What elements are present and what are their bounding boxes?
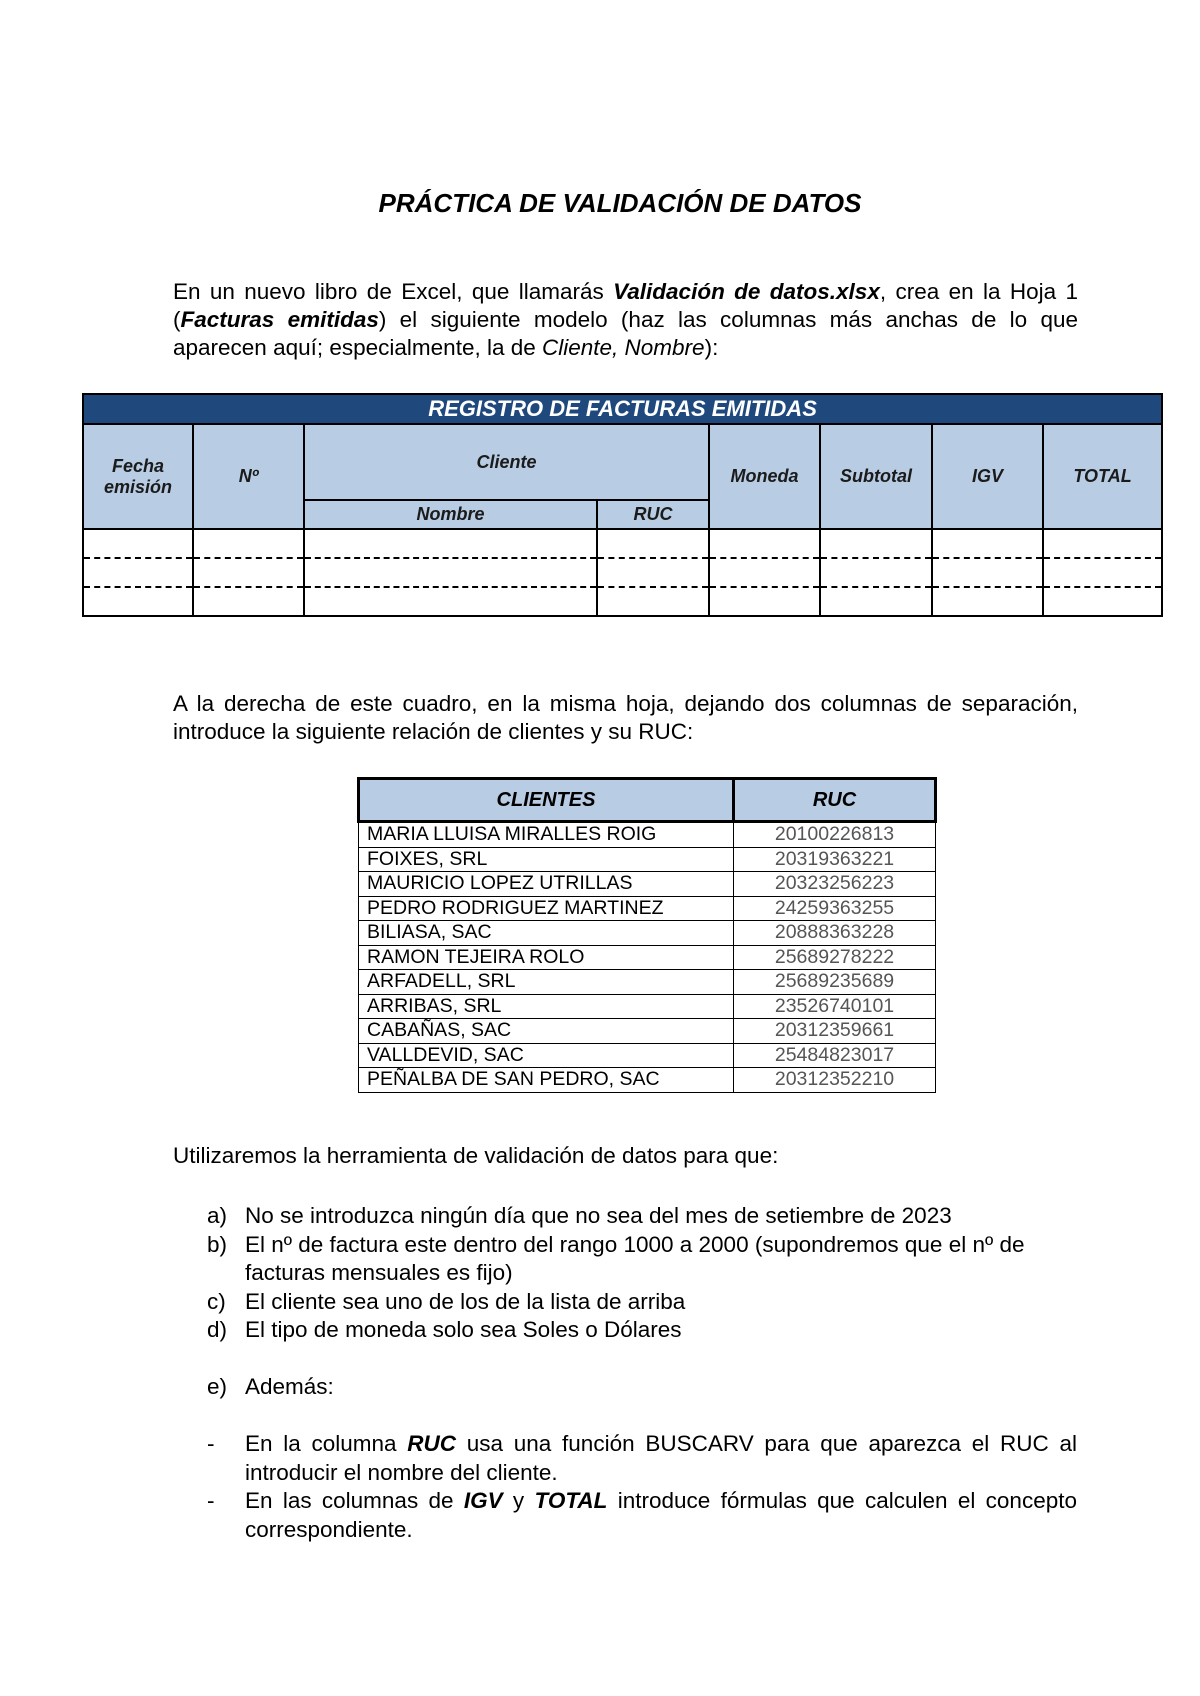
- client-ruc: 25689235689: [734, 970, 936, 995]
- intro-paragraph: [173, 278, 1078, 362]
- list-item-text: usa una función BUSCARV para que aparezca el RUC al introducir el nombre del cliente.: [245, 1431, 1077, 1485]
- table-row: [359, 896, 936, 921]
- client-ruc: 20888363228: [734, 921, 936, 946]
- list-marker: e): [207, 1374, 228, 1399]
- list-marker: a): [207, 1203, 228, 1228]
- client-name: PEDRO RODRIGUEZ MARTINEZ: [359, 896, 734, 921]
- list-marker: b): [207, 1231, 228, 1257]
- list-item-text: En las columnas de: [245, 1488, 464, 1513]
- client-name: ARRIBAS, SRL: [359, 994, 734, 1019]
- table-row: [359, 921, 936, 946]
- client-ruc: 20100226813: [734, 822, 936, 848]
- list-item-text: El tipo de moneda solo sea Soles o Dólares: [245, 1317, 682, 1342]
- client-name: RAMON TEJEIRA ROLO: [359, 945, 734, 970]
- client-name: BILIASA, SAC: [359, 921, 734, 946]
- list-item-text: En la columna: [245, 1431, 408, 1456]
- list-item-text: y: [502, 1488, 535, 1513]
- header-subtotal: Subtotal: [820, 424, 932, 529]
- client-ruc: 23526740101: [734, 994, 936, 1019]
- page-title: PRÁCTICA DE VALIDACIÓN DE DATOS: [378, 188, 862, 218]
- client-ruc: 20312352210: [734, 1068, 936, 1093]
- registro-empty-row: [83, 558, 1162, 587]
- intro-text-4: ):: [704, 335, 719, 360]
- intro-text-2: , crea en la Hoja 1 (: [173, 279, 1078, 332]
- header-total: TOTAL: [1043, 424, 1162, 529]
- table-row: [359, 1068, 936, 1093]
- client-ruc: 25484823017: [734, 1043, 936, 1068]
- list-marker: -: [207, 1431, 215, 1456]
- header-ruc: RUC: [597, 500, 709, 529]
- header-moneda: Moneda: [709, 424, 820, 529]
- list-item-text: El cliente sea uno de los de la lista de arriba: [245, 1288, 686, 1314]
- list-item-emphasis: TOTAL: [534, 1488, 608, 1513]
- list-marker: d): [207, 1317, 228, 1342]
- validation-list: [207, 1202, 1077, 1345]
- list-marker: c): [207, 1288, 226, 1314]
- client-name: FOIXES, SRL: [359, 847, 734, 872]
- table-row: [359, 872, 936, 897]
- intro-text-1: En un nuevo libro de Excel, que llamarás: [173, 279, 614, 304]
- header-fecha: Fecha emisión: [83, 424, 193, 529]
- intro-sheet-name: Facturas emitidas: [180, 307, 379, 332]
- table-row: [359, 970, 936, 995]
- registro-empty-row: [83, 587, 1162, 616]
- list-marker: -: [207, 1488, 215, 1513]
- list-item-emphasis: RUC: [407, 1431, 457, 1456]
- registro-empty-row: [83, 529, 1162, 558]
- intro-text-3: ) el siguiente modelo (haz las columnas más anchas de lo que aparecen aquí; especialmente, la de: [173, 307, 1078, 360]
- intro-filename: Validación de datos.xlsx: [613, 279, 880, 304]
- header-nombre: Nombre: [304, 500, 597, 529]
- table-row: [359, 1043, 936, 1068]
- client-name: MAURICIO LOPEZ UTRILLAS: [359, 872, 734, 897]
- client-name: VALLDEVID, SAC: [359, 1043, 734, 1068]
- client-ruc: 24259363255: [734, 896, 936, 921]
- list-item-text: Además:: [245, 1374, 334, 1399]
- client-name: ARFADELL, SRL: [359, 970, 734, 995]
- client-ruc: 20312359661: [734, 1019, 936, 1044]
- client-ruc: 20319363221: [734, 847, 936, 872]
- dash-list: [207, 1430, 1077, 1544]
- tools-intro-paragraph: Utilizaremos la herramienta de validación de datos para que:: [173, 1143, 779, 1168]
- client-ruc: 25689278222: [734, 945, 936, 970]
- table-row: [359, 847, 936, 872]
- table-row: [359, 994, 936, 1019]
- list-item: [207, 1288, 1077, 1317]
- registro-table: [82, 393, 1163, 617]
- list-item: [207, 1231, 1077, 1288]
- list-item-text: introduce fórmulas que calculen el concepto correspondiente.: [245, 1488, 1077, 1542]
- table-row: [359, 945, 936, 970]
- header-cliente: Cliente: [304, 424, 709, 500]
- intro-column-name: Cliente, Nombre: [542, 335, 705, 360]
- header-numero: Nº: [193, 424, 304, 529]
- list-item: [207, 1316, 1077, 1345]
- client-name: PEÑALBA DE SAN PEDRO, SAC: [359, 1068, 734, 1093]
- header-igv: IGV: [932, 424, 1043, 529]
- ruc-intro-paragraph: A la derecha de este cuadro, en la misma hoja, dejando dos columnas de separación, introduce la siguiente relación de clientes y su RUC:: [173, 691, 1078, 744]
- clientes-ruc-header: RUC: [734, 779, 936, 822]
- list-item-emphasis: IGV: [463, 1488, 503, 1513]
- list-item-text: No se introduzca ningún día que no sea del mes de setiembre de 2023: [245, 1203, 952, 1228]
- list-item: [207, 1373, 1077, 1402]
- table-row: [359, 1019, 936, 1044]
- clientes-header: CLIENTES: [359, 779, 734, 822]
- table-row: [359, 822, 936, 848]
- list-item-text: El nº de factura este dentro del rango 1000 a 2000 (supondremos que el nº de facturas mensuales es fijo): [245, 1231, 1025, 1285]
- list-item: [207, 1487, 1077, 1544]
- client-ruc: 20323256223: [734, 872, 936, 897]
- list-item: [207, 1430, 1077, 1487]
- extra-list: [207, 1373, 1077, 1402]
- list-item: [207, 1202, 1077, 1231]
- client-name: MARIA LLUISA MIRALLES ROIG: [359, 822, 734, 848]
- registro-title: REGISTRO DE FACTURAS EMITIDAS: [83, 394, 1162, 424]
- client-name: CABAÑAS, SAC: [359, 1019, 734, 1044]
- clientes-table: [357, 777, 937, 1093]
